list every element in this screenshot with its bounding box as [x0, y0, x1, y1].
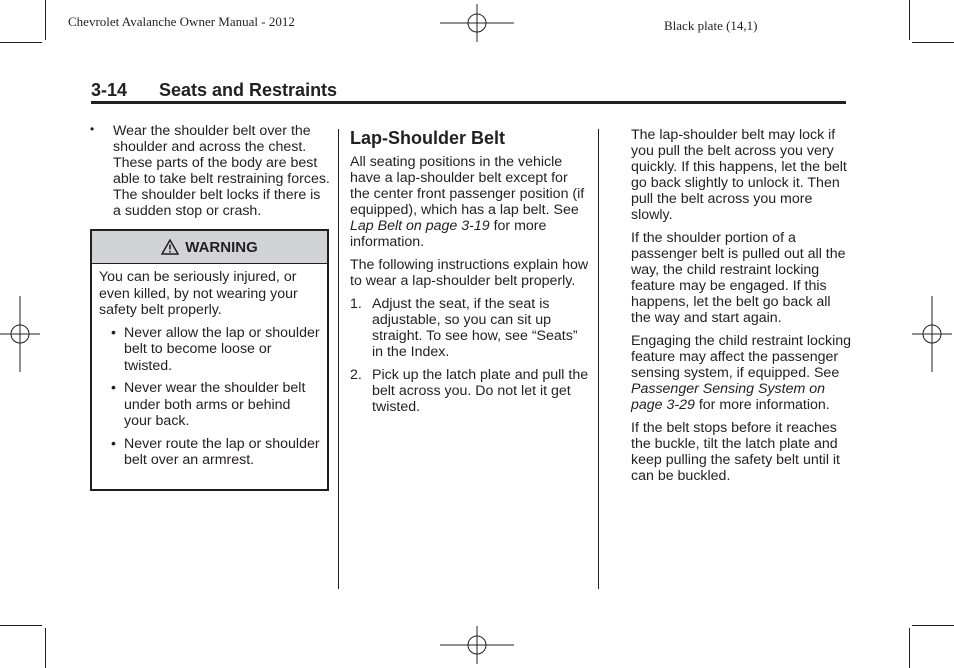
column-divider [338, 129, 339, 589]
paragraph: The lap-shoulder belt may lock if you pull the belt across you very quickly. If this happens, let the belt go back slightly to unlock it. Then pull the belt across you more slowly. [631, 127, 847, 223]
warning-item-text: Never wear the shoulder belt under both arms or behind your back. [124, 380, 306, 429]
cross-reference: Lap Belt on page 3-19 [350, 218, 490, 234]
section-title: Seats and Restraints [159, 80, 338, 100]
paragraph: Engaging the child restraint locking feature may affect the passenger sensing system, if equipped. See Passenger Sensing System on page 3-29 for more information. [631, 333, 852, 413]
list-item [99, 436, 320, 469]
warning-title: WARNING [185, 238, 258, 256]
registration-mark-icon [440, 4, 514, 42]
page-number: 3-14 [91, 80, 128, 100]
left-column [90, 123, 330, 219]
registration-mark-icon [912, 296, 952, 372]
manual-title: Chevrolet Avalanche Owner Manual - 2012 [68, 14, 295, 29]
crop-mark [912, 42, 954, 43]
bullet-icon: • [111, 380, 116, 396]
cross-reference: Passenger Sensing System on page 3-29 [631, 381, 826, 413]
registration-mark-icon [0, 296, 40, 372]
warning-lead: You can be seriously injured, or even killed, by not wearing your safety belt properly. [99, 269, 298, 318]
crop-mark [909, 0, 910, 40]
warning-box [90, 229, 329, 491]
right-column [631, 127, 853, 491]
plate-label: Black plate (14,1) [664, 18, 758, 33]
list-item [99, 380, 320, 430]
list-item [350, 296, 590, 360]
column-divider [598, 129, 599, 589]
middle-column [350, 128, 590, 422]
crop-mark [909, 628, 910, 668]
bullet-icon: • [111, 435, 116, 452]
bullet-text: Wear the shoulder belt over the shoulder and across the chest. These parts of the body are best able to take belt restraining forces. The shoulder belt locks if there is a sudden stop or crash. [113, 123, 330, 219]
crop-mark [45, 628, 46, 668]
list-item [90, 123, 330, 219]
section-heading [91, 80, 846, 100]
warning-triangle-icon [161, 239, 179, 255]
warning-body [92, 264, 327, 469]
crop-mark [0, 625, 42, 626]
paragraph: If the belt stops before it reaches the buckle, tilt the latch plate and keep pulling the safety belt until it can be buckled. [631, 420, 841, 484]
list-item [99, 325, 320, 375]
crop-mark [912, 625, 954, 626]
registration-mark-icon [440, 626, 514, 664]
warning-title-bar [92, 231, 327, 264]
bullet-icon: • [111, 324, 116, 341]
step-text: Pick up the latch plate and pull the belt across you. Do not let it get twisted. [372, 367, 589, 415]
step-number: 2. [350, 367, 362, 383]
step-number: 1. [350, 296, 362, 312]
warning-item-text: Never allow the lap or shoulder belt to become loose or twisted. [124, 324, 320, 374]
bullet-icon: • [90, 122, 95, 136]
paragraph: If the shoulder portion of a passenger belt is pulled out all the way, the child restraint locking feature may be engaged. If this happens, let the belt go back all the way and start again. [631, 230, 846, 326]
crop-mark [45, 0, 46, 40]
subsection-heading: Lap-Shoulder Belt [350, 128, 506, 148]
warning-item-text: Never route the lap or shoulder belt over an armrest. [124, 435, 320, 468]
heading-rule [91, 101, 846, 104]
crop-mark [0, 42, 42, 43]
paragraph: The following instructions explain how to wear a lap-shoulder belt properly. [350, 257, 589, 289]
paragraph: All seating positions in the vehicle have a lap-shoulder belt except for the center front passenger position (if equipped), which has a lap belt. See Lap Belt on page 3-19 for more information. [350, 154, 585, 250]
list-item [350, 367, 590, 415]
step-text: Adjust the seat, if the seat is adjustable, so you can sit up straight. To see how, see “Seats” in the Index. [372, 296, 578, 360]
